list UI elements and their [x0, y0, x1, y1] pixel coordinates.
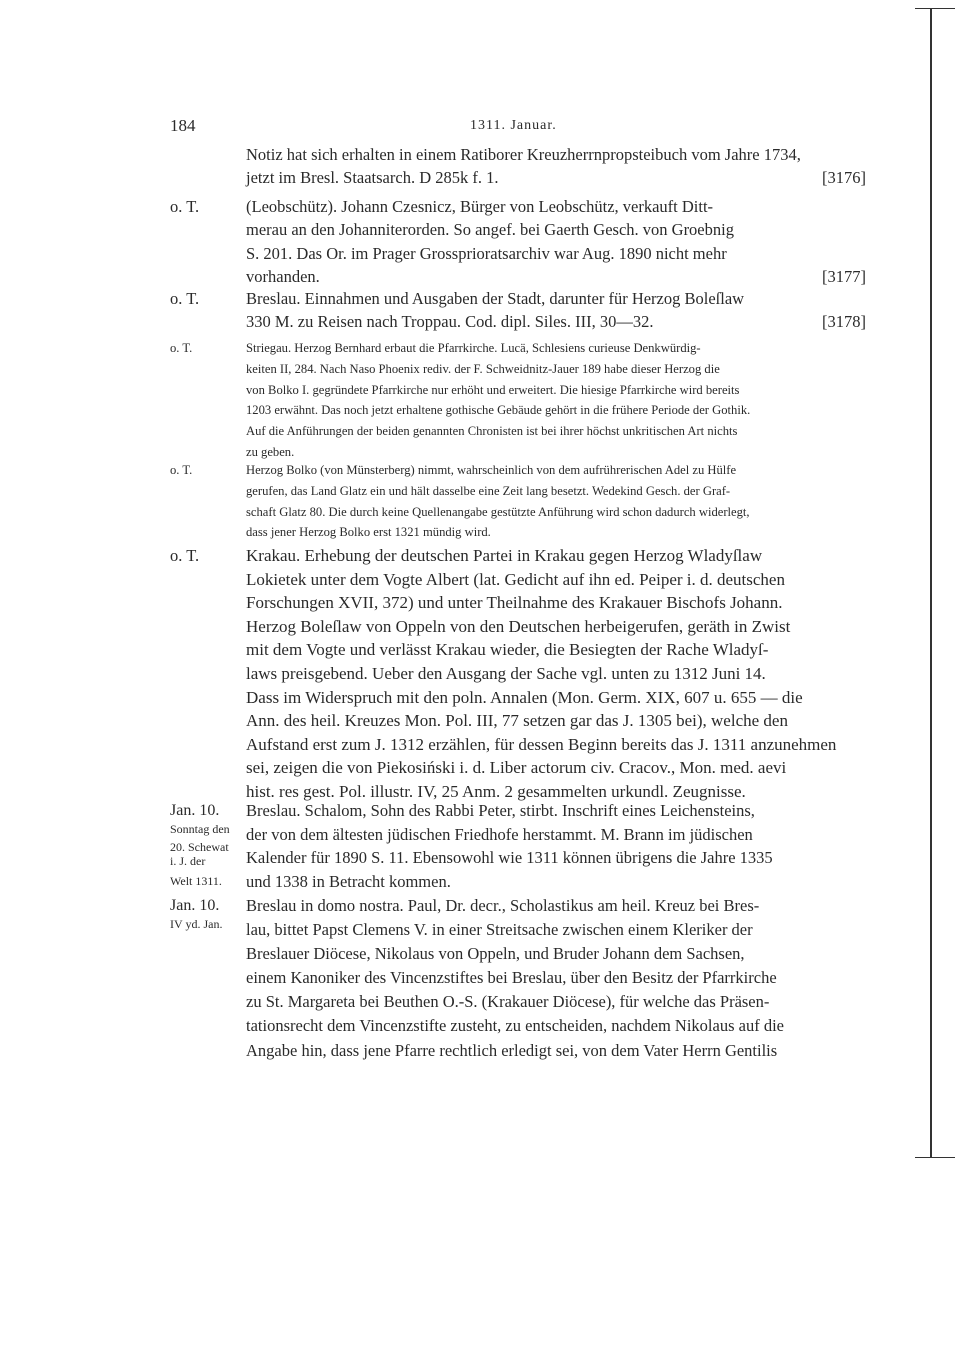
text-line	[246, 166, 866, 189]
text-line: tationsrecht dem Vincenzstifte zusteht, zu entscheiden, nachdem Nikolaus auf die	[246, 1016, 784, 1036]
text-line: S. 201. Das Or. im Prager Grossprioratsarchiv war Aug. 1890 nicht mehr	[246, 243, 727, 263]
text-line	[246, 310, 866, 333]
entry-body	[246, 143, 866, 190]
text-line: 1203 erwähnt. Das noch jetzt erhaltene gothische Gebäude gehört in die frühere Periode der Gothik.	[246, 403, 751, 418]
text-line: keiten II, 284. Nach Naso Phoenix rediv. der F. Schweidnitz-Jauer 189 habe dieser Herzog die	[246, 361, 720, 376]
text-line: Breslauer Diöcese, Nikolaus von Oppeln, und Bruder Johann dem Sachsen,	[246, 944, 745, 964]
margin-date: Jan. 10.	[170, 897, 220, 914]
text-line: von Bolko I. gegründete Pfarrkirche nur erhöht und erweitert. Die hiesige Pfarrkirche wird bereits	[246, 382, 740, 397]
text-line: Dass im Widerspruch mit den poln. Annalen (Mon. Germ. XIX, 607 u. 655 — die	[246, 687, 803, 707]
entry-body	[246, 195, 866, 289]
margin-note: i. J. der	[170, 854, 206, 868]
text-line: Breslau. Schalom, Sohn des Rabbi Peter, stirbt. Inschrift eines Leichensteins,	[246, 801, 755, 820]
text-line: Angabe hin, dass jene Pfarre rechtlich erledigt sei, von dem Vater Herrn Gentilis	[246, 1040, 778, 1060]
text-line: der von dem ältesten jüdischen Friedhofe herstammt. M. Brann im jüdischen	[246, 824, 753, 844]
text-line: Ann. des heil. Kreuzes Mon. Pol. III, 77 setzen gar das J. 1305 bei), welche den	[246, 711, 788, 731]
entry-body	[246, 544, 866, 804]
text-line-content: vorhanden.	[246, 267, 320, 287]
scan-edge-rule	[930, 8, 932, 1158]
margin-note: Sonntag den	[170, 822, 230, 836]
entry-margin	[170, 894, 246, 931]
text-line: einem Kanoniker des Vincenzstiftes bei Breslau, über den Besitz der Pfarrkirche	[246, 968, 777, 988]
text-line: zu geben.	[246, 444, 295, 459]
scan-edge-tick-top	[915, 8, 955, 9]
entry-reference: [3177]	[822, 267, 866, 287]
text-line: und 1338 in Betracht kommen.	[246, 871, 451, 891]
text-line: laws preisgebend. Ueber den Ausgang der Sache vgl. unten zu 1312 Juni 14.	[246, 663, 766, 683]
text-line: Herzog Boleſlaw von Oppeln von den Deutschen herbeigerufen, geräth in Zwist	[246, 616, 791, 636]
text-line: merau an den Johanniterorden. So angef. bei Gaerth Gesch. von Groebnig	[246, 220, 734, 240]
margin-note: Welt 1311.	[170, 874, 222, 888]
text-line: Forschungen XVII, 372) und unter Theilnahme des Krakauer Bischofs Johann.	[246, 593, 783, 613]
entry-body	[246, 287, 866, 334]
text-line: sei, zeigen die von Piekosiński i. d. Liber actorum civ. Cracov., Mon. med. aevi	[246, 758, 787, 778]
text-line	[246, 265, 866, 288]
page-number: 184	[170, 116, 196, 135]
text-line: lau, bittet Papst Clemens V. in einer Streitsache zwischen einem Kleriker der	[246, 920, 753, 940]
text-line: Breslau in domo nostra. Paul, Dr. decr., Scholastikus am heil. Kreuz bei Bres-	[246, 896, 760, 915]
text-line: Herzog Bolko (von Münsterberg) nimmt, wahrscheinlich von dem aufrührerischen Adel zu Hülfe	[246, 463, 737, 477]
text-line: Aufstand erst zum J. 1312 erzählen, für dessen Beginn bereits das J. 1311 anzunehmen	[246, 734, 837, 754]
text-line: schaft Glatz 80. Die durch keine Quellenangabe gestützte Anführung wird schon dadurch widerlegt,	[246, 504, 750, 519]
text-line: Breslau. Einnahmen und Ausgaben der Stadt, darunter für Herzog Boleſlaw	[246, 289, 745, 308]
entry-margin	[170, 799, 246, 888]
text-line: (Leobschütz). Johann Czesnicz, Bürger von Leobschütz, verkauft Ditt-	[246, 197, 714, 216]
entry-margin: o. T.	[170, 197, 200, 216]
text-line: gerufen, das Land Glatz ein und hält dasselbe eine Zeit lang besetzt. Wedekind Gesch. der Graf-	[246, 483, 731, 498]
text-line-content: 330 M. zu Reisen nach Troppau. Cod. dipl. Siles. III, 30—32.	[246, 312, 654, 332]
text-line: Striegau. Herzog Bernhard erbaut die Pfarrkirche. Lucä, Schlesiens curieuse Denkwürdig-	[246, 341, 701, 355]
entry-body	[246, 338, 866, 463]
text-line-content: jetzt im Bresl. Staatsarch. D 285k f. 1.	[246, 168, 499, 188]
text-line: Auf die Anführungen der beiden genannten Chronisten ist bei ihrer höchst unkritischen Art nichts	[246, 424, 738, 439]
text-line: mit dem Vogte und verlässt Krakau wieder, die Besiegten der Rache Wladyſ-	[246, 640, 769, 660]
text-line: zu St. Margareta bei Beuthen O.-S. (Krakauer Diöcese), für welche das Präsen-	[246, 992, 770, 1012]
margin-note: IV yd. Jan.	[170, 917, 223, 931]
text-line: Notiz hat sich erhalten in einem Ratiborer Kreuzherrnpropsteibuch vom Jahre 1734,	[246, 145, 801, 164]
entry-margin: o. T.	[170, 546, 200, 565]
text-line: Kalender für 1890 S. 11. Ebensowohl wie 1311 können übrigens die Jahre 1335	[246, 848, 773, 867]
entry-margin: o. T.	[170, 463, 193, 477]
running-head: 1311. Januar.	[470, 118, 557, 133]
entry-body	[246, 799, 866, 893]
entry-body	[246, 894, 866, 1063]
scan-edge-tick-bottom	[915, 1157, 955, 1158]
entry-body	[246, 460, 866, 543]
margin-note: 20. Schewat	[170, 840, 229, 854]
entry-reference: [3178]	[822, 312, 866, 332]
text-line: dass jener Herzog Bolko erst 1321 mündig wird.	[246, 525, 491, 540]
margin-date: Jan. 10.	[170, 802, 220, 819]
entry-margin: o. T.	[170, 289, 200, 308]
entry-reference: [3176]	[822, 168, 866, 188]
text-line: Lokietek unter dem Vogte Albert (lat. Gedicht auf ihn ed. Peiper i. d. deutschen	[246, 569, 785, 589]
entry-margin: o. T.	[170, 341, 193, 355]
text-line: hist. res gest. Pol. illustr. IV, 25 Anm. 2 gesammelten urkundl. Zeugnisse.	[246, 781, 746, 801]
text-line: Krakau. Erhebung der deutschen Partei in Krakau gegen Herzog Wladyſlaw	[246, 546, 763, 565]
